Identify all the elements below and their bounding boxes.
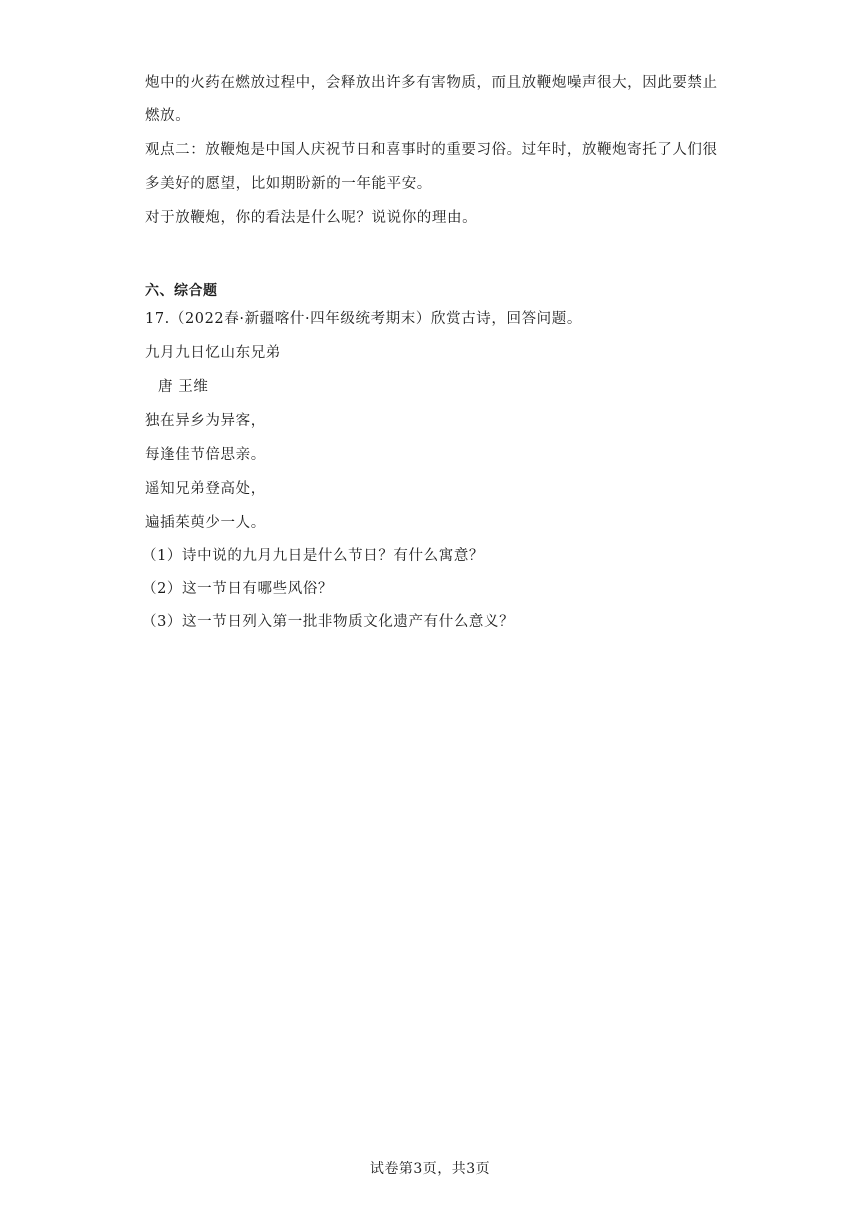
section-heading: 六、综合题 xyxy=(145,283,218,299)
poem-author: 唐 王维 xyxy=(158,379,209,395)
viewpoint-two-line: 多美好的愿望，比如期盼新的一年能平安。 xyxy=(145,176,432,192)
poem-line: 遥知兄弟登高处， xyxy=(145,481,266,497)
opinion-question: 对于放鞭炮，你的看法是什么呢？说说你的理由。 xyxy=(145,210,478,226)
poem-line: 每逢佳节倍思亲。 xyxy=(145,447,266,463)
question-17-prompt: 17.（2022春·新疆喀什·四年级统考期末）欣赏古诗，回答问题。 xyxy=(145,311,582,327)
passage-line: 燃放。 xyxy=(145,108,191,124)
sub-question: （2）这一节日有哪些风俗？ xyxy=(142,581,334,597)
poem-line: 遍插茱萸少一人。 xyxy=(145,515,266,531)
page-footer: 试卷第3页，共3页 xyxy=(369,1161,491,1177)
passage-line: 炮中的火药在燃放过程中，会释放出许多有害物质，而且放鞭炮噪声很大，因此要禁止 xyxy=(145,75,717,91)
sub-question: （1）诗中说的九月九日是什么节日？有什么寓意？ xyxy=(142,548,485,564)
poem-title: 九月九日忆山东兄弟 xyxy=(145,345,281,361)
viewpoint-two-line: 观点二：放鞭炮是中国人庆祝节日和喜事时的重要习俗。过年时，放鞭炮寄托了人们很 xyxy=(145,142,717,158)
poem-line: 独在异乡为异客， xyxy=(145,413,266,429)
sub-question: （3）这一节日列入第一批非物质文化遗产有什么意义？ xyxy=(142,614,515,630)
